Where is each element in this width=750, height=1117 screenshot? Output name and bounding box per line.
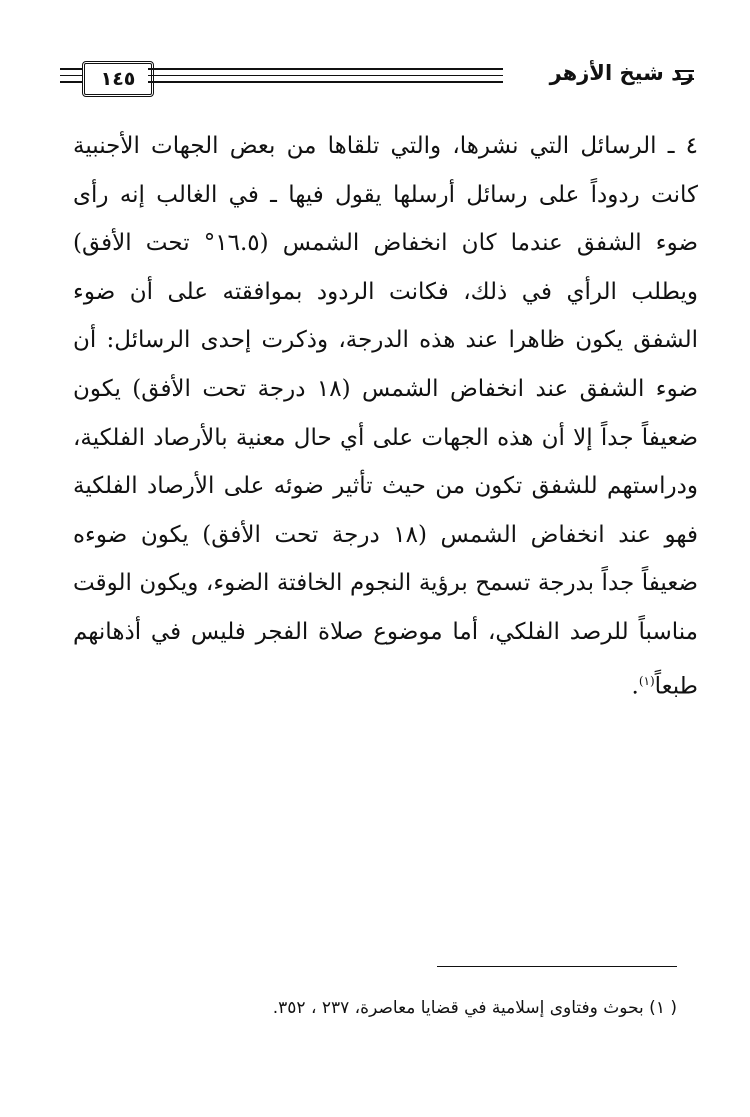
header-rule-right-lower bbox=[675, 78, 694, 80]
page-number: ١٤٥ bbox=[100, 68, 136, 90]
footnote-text: ( ١) بحوث وفتاوى إسلامية في قضايا معاصرة، ٢٣٧ ، ٣٥٢. bbox=[272, 998, 677, 1018]
header-rule-middle bbox=[148, 68, 503, 70]
header-rule-right bbox=[675, 70, 694, 72]
header-rule-left bbox=[60, 68, 82, 70]
page-number-box bbox=[82, 61, 154, 97]
header-rule-middle-lower bbox=[148, 81, 503, 83]
header-rule-middle-thin bbox=[148, 75, 503, 76]
running-title: رد شيخ الأزهر bbox=[549, 61, 694, 85]
paragraph-text: ٤ ـ الرسائل التي نشرها، والتي تلقاها من بعض الجهات الأجنبية كانت ردوداً على رسائل أرسلها يقول فيها ـ في الغالب إنه رأى ضوء الشفق عندما كان انخفاض الشمس (١٦.٥° تحت الأفق) ويطلب الرأي في ذلك، فكانت الردود بموافقته على أن ضوء الشفق يكون ظاهرا عند هذه الدرجة، وذكرت إحدى الرسائل: أن ضوء الشفق عند انخفاض الشمس (١٨ درجة تحت الأفق) يكون ضعيفاً جداً إلا أن هذه الجهات على أي حال معنية بالأرصاد الفلكية، ودراستهم للشفق تكون من حيث تأثير ضوئه على الأرصاد الفلكية فهو عند انخفاض الشمس (١٨ درجة تحت الأفق) يكون ضوءه ضعيفاً جداً بدرجة تسمح برؤية النجوم الخافتة الضوء، ويكون الوقت مناسباً للرصد الفلكي، أما موضوع صلاة الفجر فليس في أذهانهم طبعاً bbox=[73, 133, 698, 700]
header-rule-left-thin bbox=[60, 75, 82, 76]
paragraph-end: . bbox=[631, 673, 639, 700]
body-text bbox=[73, 122, 698, 711]
page-header bbox=[60, 58, 694, 94]
footnote-marker[interactable]: (١) bbox=[638, 673, 655, 688]
header-rule-left-lower bbox=[60, 81, 82, 83]
footnote bbox=[117, 998, 677, 1018]
body-paragraph bbox=[73, 122, 698, 711]
footnote-separator bbox=[437, 966, 677, 967]
